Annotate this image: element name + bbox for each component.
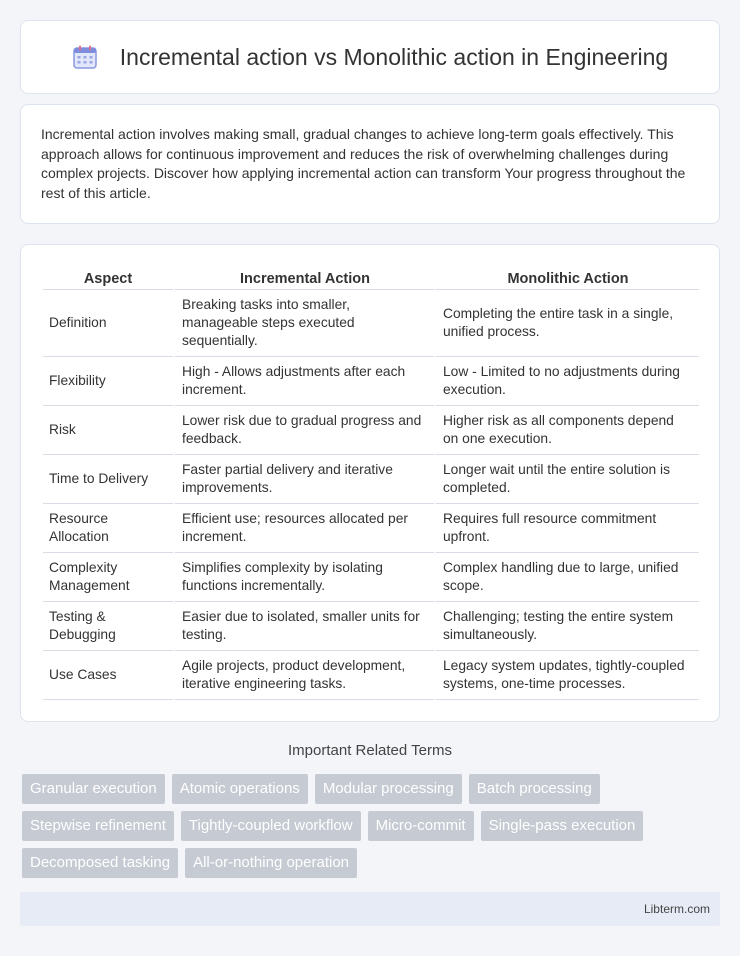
table-row [43, 357, 699, 406]
table-header-row [43, 267, 699, 290]
table-row [43, 290, 699, 357]
related-terms-list [22, 774, 712, 878]
column-header-monolithic: Monolithic Action [434, 267, 699, 290]
row-aspect: Flexibility [43, 357, 173, 406]
row-monolithic: Challenging; testing the entire system simultaneously. [434, 602, 699, 651]
row-incremental: Simplifies complexity by isolating functions incrementally. [173, 553, 434, 602]
row-aspect: Testing & Debugging [43, 602, 173, 651]
related-term-tag[interactable]: Batch processing [469, 774, 600, 804]
page-title: Incremental action vs Monolithic action in Engineering [119, 43, 669, 70]
row-aspect: Resource Allocation [43, 504, 173, 553]
row-incremental: Lower risk due to gradual progress and feedback. [173, 406, 434, 455]
row-monolithic: Completing the entire task in a single, unified process. [434, 290, 699, 357]
row-monolithic: Complex handling due to large, unified scope. [434, 553, 699, 602]
related-term-tag[interactable]: Decomposed tasking [22, 848, 178, 878]
table-row [43, 406, 699, 455]
comparison-table-card [20, 244, 720, 722]
column-header-incremental: Incremental Action [173, 267, 434, 290]
header-card [20, 20, 720, 94]
row-monolithic: Low - Limited to no adjustments during execution. [434, 357, 699, 406]
row-monolithic: Longer wait until the entire solution is completed. [434, 455, 699, 504]
row-aspect: Time to Delivery [43, 455, 173, 504]
table-row [43, 651, 699, 700]
related-term-tag[interactable]: All-or-nothing operation [185, 848, 357, 878]
related-term-tag[interactable]: Single-pass execution [481, 811, 644, 841]
row-aspect: Complexity Management [43, 553, 173, 602]
intro-text: Incremental action involves making small, gradual changes to achieve long-term goals effectively. This approach allows for continuous improvement and reduces the risk of overwhelming challenges during complex projects. Discover how applying incremental action can transform Your progress throughout the rest of this article. [41, 126, 686, 201]
footer-site-link[interactable]: Libterm.com [643, 902, 710, 916]
row-incremental: Easier due to isolated, smaller units for testing. [173, 602, 434, 651]
row-incremental: Efficient use; resources allocated per increment. [173, 504, 434, 553]
row-incremental: Faster partial delivery and iterative improvements. [173, 455, 434, 504]
column-header-aspect: Aspect [43, 267, 173, 290]
table-row [43, 504, 699, 553]
table-row [43, 455, 699, 504]
row-incremental: Breaking tasks into smaller, manageable steps executed sequentially. [173, 290, 434, 357]
intro-card [20, 104, 720, 224]
related-term-tag[interactable]: Modular processing [315, 774, 462, 804]
row-aspect: Risk [43, 406, 173, 455]
table-row [43, 553, 699, 602]
table-row [43, 602, 699, 651]
row-monolithic: Higher risk as all components depend on one execution. [434, 406, 699, 455]
related-term-tag[interactable]: Granular execution [22, 774, 165, 804]
comparison-table [43, 267, 699, 700]
calendar-grid-icon [72, 44, 98, 70]
row-aspect: Use Cases [43, 651, 173, 700]
related-term-tag[interactable]: Atomic operations [172, 774, 308, 804]
row-incremental: High - Allows adjustments after each increment. [173, 357, 434, 406]
related-term-tag[interactable]: Tightly-coupled workflow [181, 811, 361, 841]
row-incremental: Agile projects, product development, iterative engineering tasks. [173, 651, 434, 700]
footer [20, 892, 720, 926]
row-aspect: Definition [43, 290, 173, 357]
row-monolithic: Requires full resource commitment upfront. [434, 504, 699, 553]
related-term-tag[interactable]: Micro-commit [368, 811, 474, 841]
related-terms-title: Important Related Terms [288, 742, 452, 759]
row-monolithic: Legacy system updates, tightly-coupled systems, one-time processes. [434, 651, 699, 700]
related-term-tag[interactable]: Stepwise refinement [22, 811, 174, 841]
